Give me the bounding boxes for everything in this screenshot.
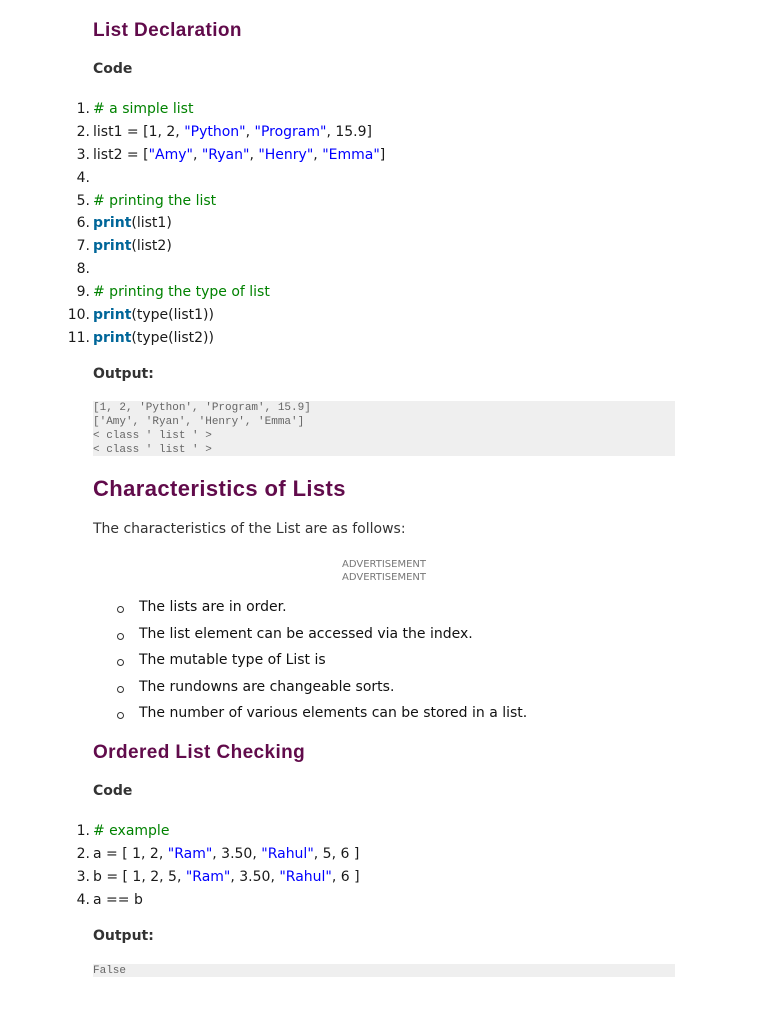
- code-string: "Emma": [322, 146, 380, 163]
- line-number: 1.: [76, 101, 90, 117]
- code-line: [0, 281, 385, 304]
- code-string: "Rahul": [279, 868, 332, 885]
- circle-bullet-icon: [117, 659, 124, 666]
- line-number: 11.: [67, 329, 90, 346]
- code-line: [0, 121, 385, 144]
- code-comment: # example: [93, 823, 170, 839]
- code-text: (type(list2)): [131, 329, 214, 346]
- code-text: ,: [313, 146, 323, 163]
- list-item: [0, 621, 527, 648]
- code-string: "Henry": [258, 146, 314, 163]
- code-string: "Rahul": [261, 845, 314, 862]
- code-line: [0, 258, 385, 281]
- code-keyword: print: [93, 329, 132, 346]
- code-comment: # printing the list: [93, 192, 217, 209]
- list-item-text: The number of various elements can be stored in a list.: [139, 705, 528, 722]
- code-line: [0, 820, 360, 843]
- line-number: 10.: [67, 307, 90, 324]
- code-line: [0, 212, 385, 235]
- code-keyword: print: [93, 215, 132, 232]
- code-label: Code: [93, 783, 133, 799]
- code-text: ,: [249, 146, 259, 163]
- code-comment: # printing the type of list: [93, 284, 270, 301]
- line-number: 8.: [76, 261, 90, 278]
- code-string: "Ryan": [201, 146, 250, 163]
- line-number: 2.: [76, 123, 90, 140]
- code-line: [0, 167, 385, 190]
- list-item: [0, 700, 527, 727]
- code-text: ]: [379, 146, 386, 163]
- code-text: , 5, 6 ]: [313, 845, 360, 862]
- output-label: Output:: [93, 928, 154, 944]
- code-keyword: print: [93, 307, 132, 324]
- code-string: "Ram": [167, 845, 213, 862]
- code-keyword: print: [93, 238, 132, 255]
- list-item: [0, 674, 527, 701]
- advertisement-label: ADVERTISEMENT: [341, 559, 426, 570]
- list-item: [0, 647, 527, 674]
- line-number: 6.: [76, 215, 90, 232]
- circle-bullet-icon: [117, 606, 124, 613]
- code-text: , 15.9]: [326, 123, 373, 140]
- code-label: Code: [93, 61, 133, 77]
- circle-bullet-icon: [117, 686, 124, 693]
- code-line: [0, 144, 385, 167]
- code-string: "Python": [184, 123, 246, 140]
- circle-bullet-icon: [117, 712, 124, 719]
- code-string: "Program": [254, 123, 327, 140]
- characteristics-list: [0, 594, 527, 727]
- code-text: (list1): [131, 215, 172, 232]
- code-text: , 6 ]: [331, 868, 360, 885]
- code-block-list-declaration: [0, 98, 385, 350]
- code-line: [0, 327, 385, 350]
- code-string: "Amy": [148, 146, 193, 163]
- code-line: [0, 98, 385, 121]
- section-heading-ordered-list-checking: Ordered List Checking: [93, 742, 306, 763]
- code-text: ,: [192, 146, 202, 163]
- output-label: Output:: [93, 366, 154, 382]
- code-block-ordered-list: [0, 820, 360, 912]
- line-number: 4.: [76, 891, 90, 908]
- line-number: 4.: [76, 169, 90, 186]
- code-line: [0, 304, 385, 327]
- output-block-ordered-list: False: [93, 964, 675, 977]
- code-text: b = [ 1, 2, 5,: [93, 868, 186, 885]
- code-line: [0, 190, 385, 213]
- circle-bullet-icon: [117, 633, 124, 640]
- code-text: (type(list1)): [131, 307, 214, 324]
- list-item-text: The lists are in order.: [139, 599, 287, 615]
- code-text: , 3.50,: [230, 868, 280, 885]
- code-line: [0, 235, 385, 258]
- intro-paragraph: The characteristics of the List are as follows:: [93, 521, 406, 537]
- code-line: [0, 866, 360, 889]
- code-text: a == b: [93, 891, 143, 908]
- list-item: [0, 594, 527, 621]
- line-number: 7.: [76, 238, 90, 255]
- output-block-list-declaration: [1, 2, 'Python', 'Program', 15.9] ['Amy', 'Ryan', 'Henry', 'Emma'] < class ' list ' > < class ' list ' >: [93, 401, 675, 456]
- list-item-text: The mutable type of List is: [139, 652, 326, 669]
- line-number: 2.: [76, 845, 90, 862]
- code-comment: # a simple list: [93, 101, 194, 117]
- code-text: ,: [245, 123, 255, 140]
- code-text: , 3.50,: [212, 845, 262, 862]
- list-item-text: The rundowns are changeable sorts.: [139, 678, 395, 695]
- advertisement-label: ADVERTISEMENT: [341, 572, 426, 583]
- code-text: a = [ 1, 2,: [93, 845, 168, 862]
- code-line: [0, 889, 360, 912]
- code-text: (list2): [131, 238, 172, 255]
- line-number: 3.: [76, 146, 90, 163]
- line-number: 1.: [76, 823, 90, 839]
- line-number: 5.: [76, 192, 90, 209]
- section-heading-list-declaration: List Declaration: [93, 20, 242, 41]
- line-number: 3.: [76, 868, 90, 885]
- code-text: list1 = [1, 2,: [93, 123, 185, 140]
- code-text: list2 = [: [93, 146, 149, 163]
- line-number: 9.: [76, 284, 90, 301]
- code-string: "Ram": [185, 868, 231, 885]
- code-line: [0, 843, 360, 866]
- list-item-text: The list element can be accessed via the index.: [139, 625, 473, 642]
- section-heading-characteristics: Characteristics of Lists: [93, 476, 346, 501]
